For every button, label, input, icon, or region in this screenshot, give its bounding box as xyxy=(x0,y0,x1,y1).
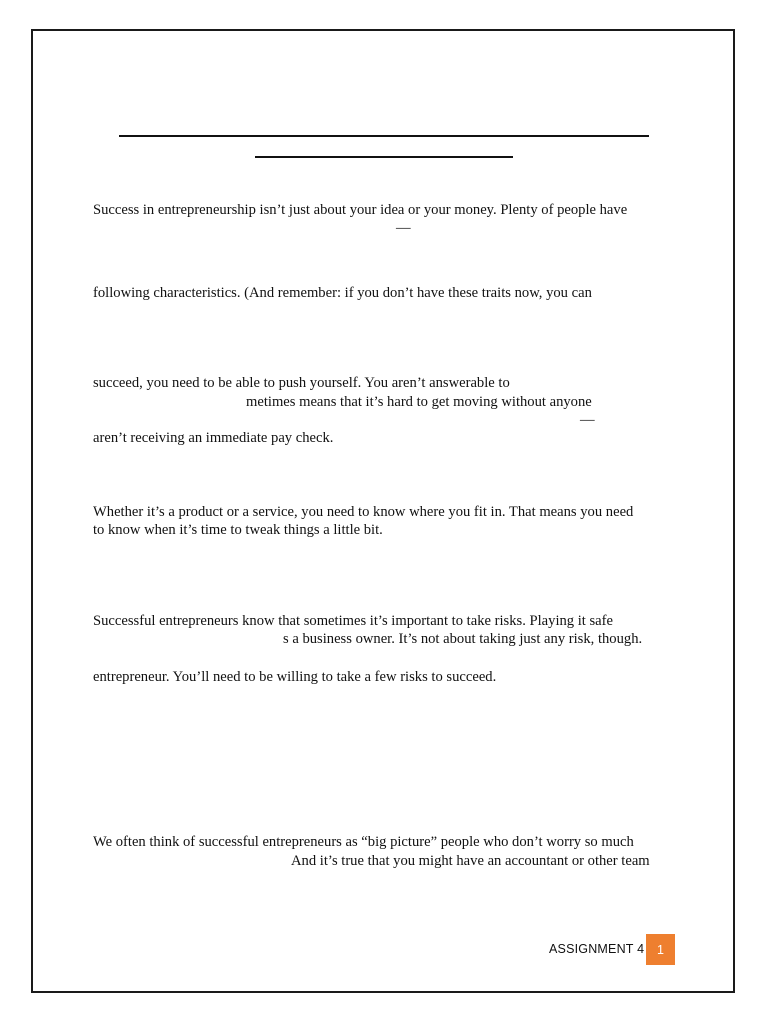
paragraph-line: metimes means that it’s hard to get moving without anyone xyxy=(246,394,592,410)
paragraph-line: to know when it’s time to tweak things a little bit. xyxy=(93,522,383,538)
page-number-badge xyxy=(646,934,675,965)
paragraph-line: aren’t receiving an immediate pay check. xyxy=(93,430,334,446)
em-dash: — xyxy=(396,220,411,236)
paragraph-line: We often think of successful entrepreneurs as “big picture” people who don’t worry so much xyxy=(93,834,634,850)
paragraph-line: following characteristics. (And remember: if you don’t have these traits now, you can xyxy=(93,285,592,301)
paragraph-line: And it’s true that you might have an accountant or other team xyxy=(291,853,650,869)
paragraph-line: s a business owner. It’s not about taking just any risk, though. xyxy=(283,631,643,647)
title-rule xyxy=(119,135,649,137)
paragraph-line: Whether it’s a product or a service, you need to know where you fit in. That means you need xyxy=(93,504,634,520)
paragraph-line: Success in entrepreneurship isn’t just about your idea or your money. Plenty of people have xyxy=(93,202,628,218)
page-number: 1 xyxy=(657,942,664,957)
paragraph-line: entrepreneur. You’ll need to be willing to take a few risks to succeed. xyxy=(93,669,497,685)
paragraph-line: succeed, you need to be able to push yourself. You aren’t answerable to xyxy=(93,375,510,391)
paragraph-line: Successful entrepreneurs know that sometimes it’s important to take risks. Playing it safe xyxy=(93,613,614,629)
subtitle-rule xyxy=(255,156,513,158)
em-dash: — xyxy=(580,412,595,428)
footer-label: ASSIGNMENT 4 xyxy=(549,942,645,956)
